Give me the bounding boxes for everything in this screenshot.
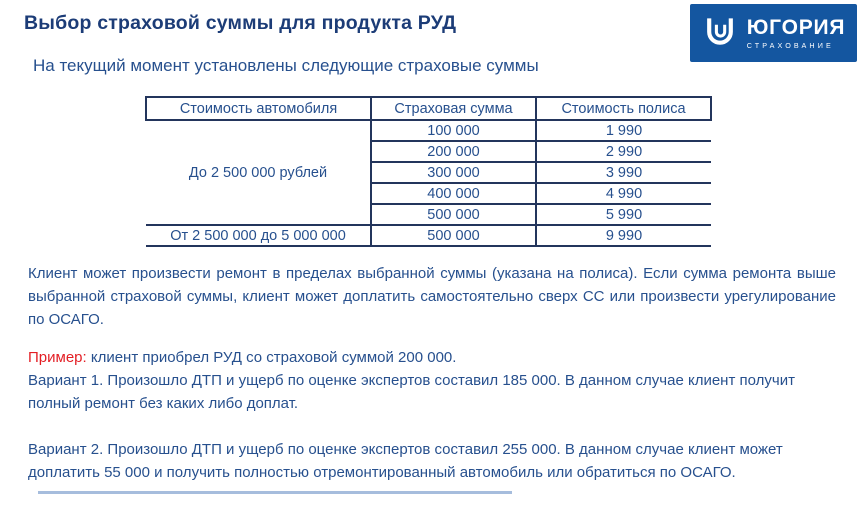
- col-header-car-value: Стоимость автомобиля: [146, 97, 371, 120]
- example-text: клиент приобрел РУД со страховой суммой 200 000.: [86, 349, 457, 366]
- paragraph-variant-1: Вариант 1. Произошло ДТП и ущерб по оценке экспертов составил 185 000. В данном случае клиент получит полный ремонт без каких либо доплат.: [28, 372, 795, 412]
- body-text: [28, 262, 836, 484]
- paragraph-variant-2: Вариант 2. Произошло ДТП и ущерб по оценке экспертов составил 255 000. В данном случае клиент может доплатить 55 000 и получить полностью отремонтированный автомобиль или обратиться по ОСАГО.: [28, 441, 783, 481]
- table-header-row: [146, 97, 711, 120]
- insured-sum-cell: 100 000: [371, 120, 536, 141]
- policy-price-cell: 9 990: [536, 225, 711, 246]
- insured-sum-cell: 400 000: [371, 183, 536, 204]
- logo-tagline: СТРАХОВАНИЕ: [746, 40, 834, 50]
- ugoria-logo-icon: [702, 13, 738, 54]
- insured-sum-cell: 500 000: [371, 204, 536, 225]
- page-title: Выбор страховой суммы для продукта РУД: [24, 12, 457, 34]
- policy-price-cell: 2 990: [536, 141, 711, 162]
- paragraph-repair-rules: Клиент может произвести ремонт в пределах выбранной суммы (указана на полиса). Если сумма ремонта выше выбранной страховой суммы, клиент может доплатить самостоятельно сверх СС или произвести урегулирование по ОСАГО.: [28, 265, 836, 328]
- car-value-group-label: До 2 500 000 рублей: [146, 120, 371, 225]
- insured-sum-cell: 200 000: [371, 141, 536, 162]
- policy-price-cell: 3 990: [536, 162, 711, 183]
- policy-price-cell: 1 990: [536, 120, 711, 141]
- policy-price-cell: 4 990: [536, 183, 711, 204]
- company-logo: [690, 4, 857, 62]
- table-row: [146, 225, 711, 246]
- col-header-insured-sum: Страховая сумма: [371, 97, 536, 120]
- subtitle: На текущий момент установлены следующие страховые суммы: [33, 56, 539, 75]
- car-value-group-label: От 2 500 000 до 5 000 000: [146, 225, 371, 246]
- col-header-policy-price: Стоимость полиса: [536, 97, 711, 120]
- logo-text: [747, 17, 846, 49]
- table-row: [146, 120, 711, 141]
- footer-divider: [38, 491, 512, 494]
- policy-price-cell: 5 990: [536, 204, 711, 225]
- insured-sum-cell: 300 000: [371, 162, 536, 183]
- insured-sum-cell: 500 000: [371, 225, 536, 246]
- logo-company-name: ЮГОРИЯ: [746, 15, 846, 39]
- example-label: Пример:: [28, 349, 87, 366]
- paragraph-example: [28, 346, 836, 369]
- insurance-sums-table: [145, 96, 712, 247]
